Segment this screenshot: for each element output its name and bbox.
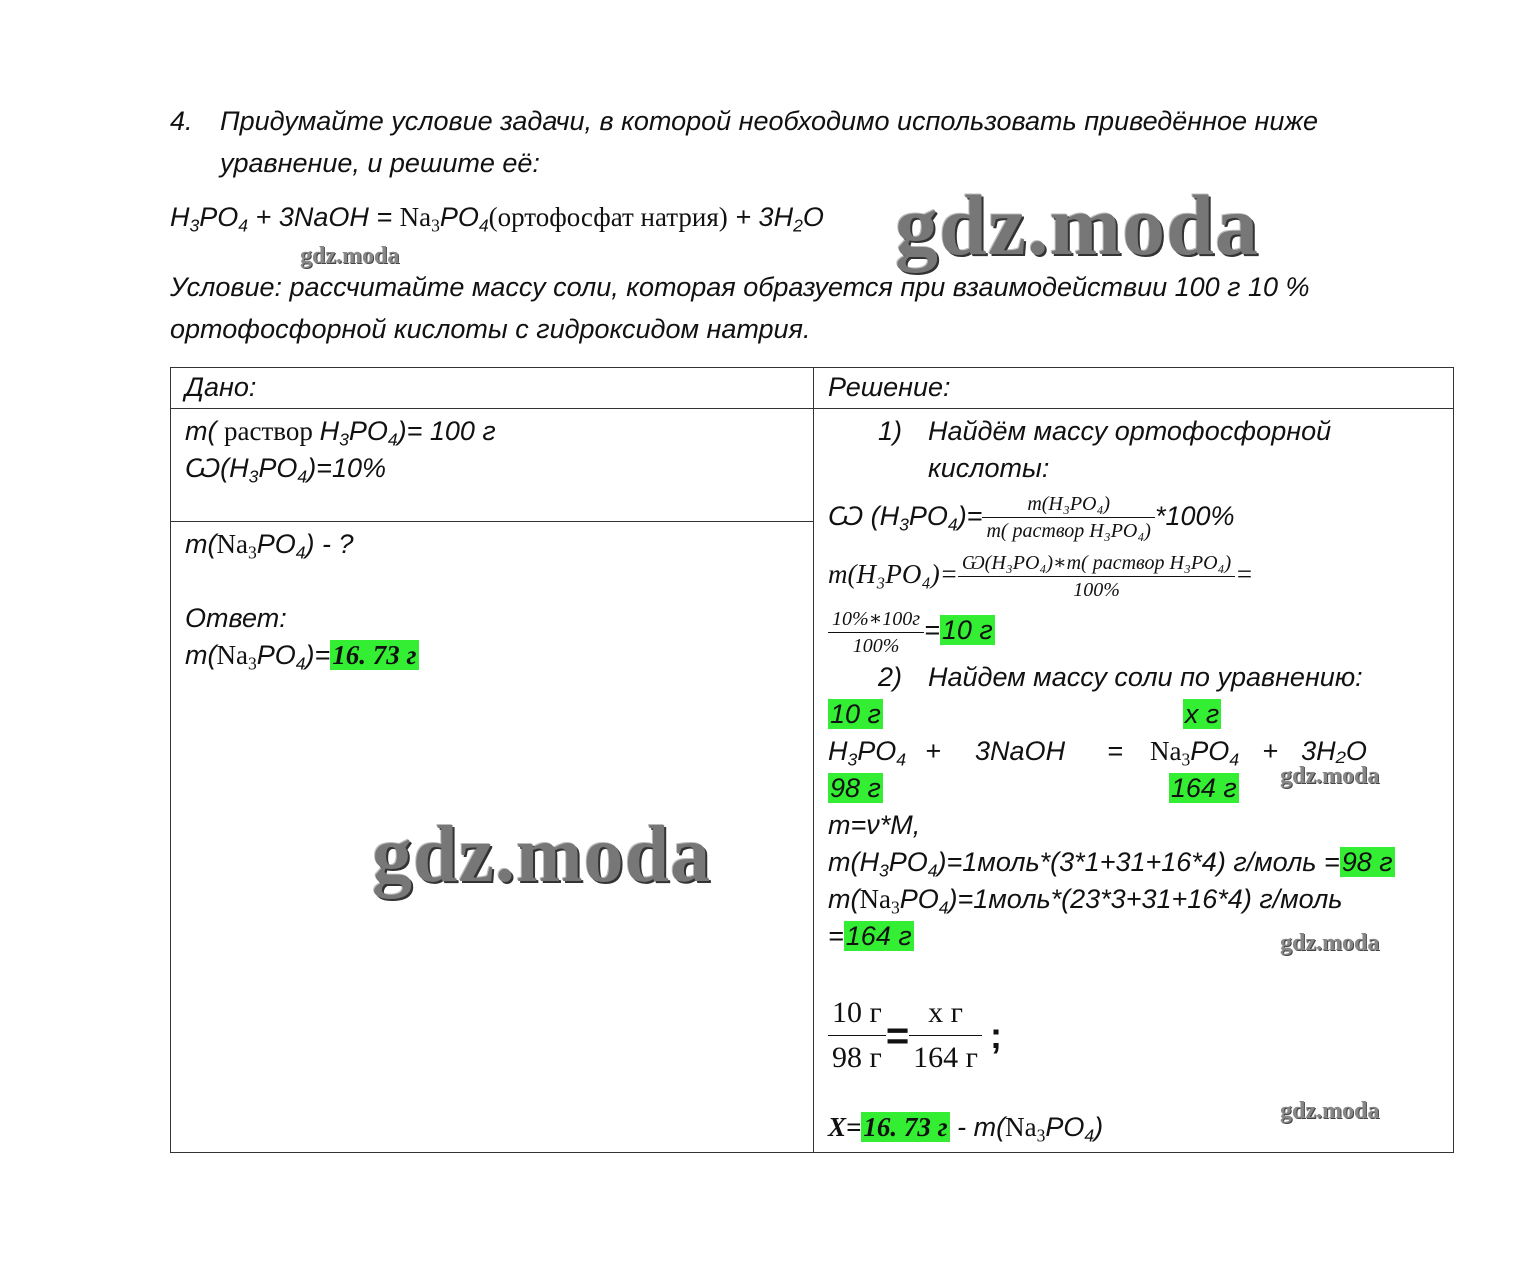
final-answer: X=16. 73 г - $m(Na_3PO_4)$	[828, 1111, 1104, 1145]
mass-formula: m(H₃PO₄)= $\frac{\text{Ѡ(H₃PO₄)∗m( раствор H₃PO₄)}}{100\%}$ =	[828, 552, 1254, 602]
calc-fraction: $\frac{10\%∗100г}{100\%}$	[828, 606, 924, 659]
task-number: 4.	[170, 106, 193, 136]
given-header: Дано:	[171, 368, 814, 409]
solution-cell: 1) Найдём массу ортофосфорной кислоты: Ѡ $(H_3PO_4)=$ $\frac{\text{m(H₃PO₄)}}{\text{m( раствор H₃PO₄)}}$ *100% m(H₃PO₄)= $\frac{\text{Ѡ(H₃PO₄)∗m( раствор H₃PO₄)}}{100\%}$ = $\frac{10\%∗100г}{100\%}$ =10 г 2) Найдем массу соли по уравнению: 10 г x г $H_3PO_4$ + 3NaOH = $Na_3PO_4 + 3H_2O$ 98 г 164 г m=ν*M, $m(H_3PO_4)=1моль*(3*1+31+16*4)$ г/моль =98 г $m(Na_3PO_4)=1моль*(23*3+31+16*4)$ г/моль =164 г $\frac{10 г}{98 г}$ = $\frac{\text{x г}}{164 г}$ ; X=16. 73 г - $m(Na_3PO_4)$	[814, 409, 1454, 1153]
equation-under: 98 г 164 г	[830, 772, 1237, 803]
mass-fraction: $\frac{\text{Ѡ(H₃PO₄)∗m( раствор H₃PO₄)}}{100\%}$	[958, 550, 1235, 603]
answer-line: $m(Na_3PO_4)=16$. 73 г	[185, 640, 417, 674]
watermark-small: gdz.moda	[1280, 930, 1380, 956]
step-2: 2) Найдем массу соли по уравнению:	[878, 661, 1363, 692]
answer-value: 16. 73 г	[332, 640, 417, 670]
molar-formula: m=ν*M,	[828, 809, 921, 840]
mass-calc: $\frac{10\%∗100г}{100\%}$ =10 г	[828, 603, 1439, 658]
given-mass-solution: m( раствор $H_3PO_4)= 100$ г	[185, 416, 496, 450]
answer-label: Ответ:	[185, 603, 287, 633]
solution-table	[170, 367, 1454, 1153]
acid-mass-result: 10 г	[941, 615, 993, 646]
watermark-logo-center: gdz.moda	[372, 811, 712, 899]
task-text: Придумайте условие задачи, в которой необходимо использовать приведённое ниже уравнение, и решите её:	[220, 106, 1318, 178]
proportion: $\frac{10 г}{98 г}$ = $\frac{\text{x г}}{164 г}$ ;	[828, 989, 1439, 1081]
find-salt-mass: $m(Na_3PO_4)$ - ?	[185, 529, 354, 563]
reaction-equation: $H_3PO_4$ + 3NaOH = $Na_3PO_4(ортофосфат$ натрия) + $3H_2O$	[170, 202, 824, 236]
given-mass-fraction: $Ѡ(H_3PO_4)=10\%$	[185, 453, 386, 487]
problem-condition: Условие: рассчитайте массу соли, которая образуется при взаимодействии 100 г 10 % ортофосфорной кислоты с гидроксидом натрия.	[170, 272, 1310, 344]
equation-over: 10 г x г	[830, 698, 1220, 729]
step-1: 1) Найдём массу ортофосфорной	[878, 416, 1332, 446]
equation-main: $H_3PO_4$ + 3NaOH = $Na_3PO_4 + 3H_2O$	[828, 735, 1367, 769]
given-cell	[171, 409, 814, 522]
watermark-small: gdz.moda	[1280, 763, 1380, 789]
watermark-small: gdz.moda	[300, 243, 400, 269]
solution-header: Решение:	[814, 368, 1454, 409]
omega-formula: Ѡ $(H_3PO_4)=$ $\frac{\text{m(H₃PO₄)}}{\text{m( раствор H₃PO₄)}}$ *100%	[828, 493, 1235, 543]
molar-acid: $m(H_3PO_4)=1моль*(3*1+31+16*4)$ г/моль =98 г	[828, 846, 1393, 880]
task-statement	[170, 100, 1390, 184]
watermark-logo: gdz.moda	[895, 177, 1259, 273]
omega-fraction: $\frac{\text{m(H₃PO₄)}}{\text{m( раствор H₃PO₄)}}$	[982, 491, 1155, 544]
molar-salt-result: =164 г	[828, 920, 912, 951]
watermark-small: gdz.moda	[1280, 1098, 1380, 1124]
molar-salt: $m(Na_3PO_4)=1моль*(23*3+31+16*4)$ г/моль	[828, 883, 1343, 917]
